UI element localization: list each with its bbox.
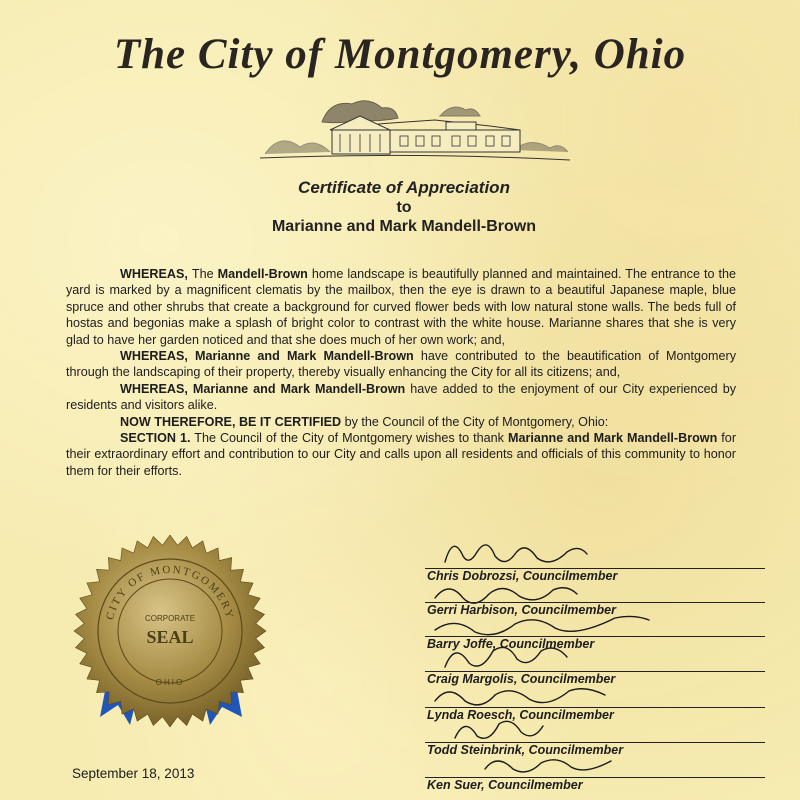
corporate-seal xyxy=(72,535,268,740)
city-title: The City of Montgomery, Ohio xyxy=(113,31,687,78)
seal-center-text: SEAL xyxy=(146,627,194,647)
seal-bottom-text: OHIO xyxy=(155,678,185,687)
signature-block xyxy=(425,520,765,800)
handwritten-signature xyxy=(425,635,765,675)
seal-ring-text: CITY OF MONTGOMERY xyxy=(104,563,236,622)
text-segment: have added to the enjoyment of our City experienced by residents and visitors alike. xyxy=(66,381,736,413)
handwritten-signature xyxy=(425,706,765,746)
councilmember-name: Ken Suer, Councilmember xyxy=(427,778,583,792)
councilmember-name: Lynda Roesch, Councilmember xyxy=(427,708,614,722)
text-segment: The Council of the City of Montgomery wishes to thank xyxy=(190,431,508,446)
handwritten-signature xyxy=(425,741,765,781)
text-segment: The xyxy=(191,267,218,281)
councilmember-name: Gerri Harbison, Councilmember xyxy=(427,603,616,617)
councilmember-name: Barry Joffe, Councilmember xyxy=(427,637,595,651)
text-segment: Mandell-Brown xyxy=(217,267,308,281)
handwritten-signature xyxy=(425,671,765,711)
whereas-paragraph-2 xyxy=(66,348,736,381)
section-1-paragraph xyxy=(66,430,736,479)
text-segment: SECTION 1. xyxy=(120,431,191,446)
whereas-paragraph-1 xyxy=(66,266,736,348)
text-segment: have contributed to the beautification of Montgomery through the landscaping of their property, thereby visually enhancing the City for all its citizens; and, xyxy=(66,349,736,380)
handwritten-signature xyxy=(425,600,765,640)
seal-corporate-text: CORPORATE xyxy=(144,614,196,623)
certificate-to: to xyxy=(396,199,412,216)
councilmember-name: Chris Dobrozsi, Councilmember xyxy=(427,569,618,583)
text-segment: WHEREAS, Marianne and Mark Mandell-Brown xyxy=(120,349,414,364)
certificate-date: September 18, 2013 xyxy=(72,766,195,781)
text-segment: WHEREAS, xyxy=(120,267,192,281)
text-segment: NOW THEREFORE, BE IT CERTIFIED xyxy=(120,414,342,429)
councilmember-name: Todd Steinbrink, Councilmember xyxy=(427,743,624,757)
certificate-title: Certificate of Appreciation xyxy=(298,178,510,197)
city-hall-illustration xyxy=(260,92,570,172)
text-segment: for their extraordinary effort and contribution to our City and calls upon all residents and officials of this community to honor them for their efforts. xyxy=(66,431,737,478)
certified-paragraph xyxy=(66,414,736,430)
whereas-paragraph-3 xyxy=(66,381,736,414)
text-segment: Marianne and Mark Mandell-Brown xyxy=(507,431,718,446)
certificate-recipients: Marianne and Mark Mandell-Brown xyxy=(271,218,537,235)
text-segment: by the Council of the City of Montgomery, Ohio: xyxy=(341,414,609,429)
councilmember-name: Craig Margolis, Councilmember xyxy=(427,672,616,686)
text-segment: home landscape is beautifully planned and maintained. The entrance to the yard is marked by a magnificent clematis by the mailbox, then the eye is drawn to a beautiful Japanese maple, blue spruce and other shrubs that create a background for curved flower beds with low natural stone walls. The beds full of hostas and begonias make a splash of bright color to contrast with the white house. Marianne shares that she is very glad to have her garden noticed and that she does much of her own work; and, xyxy=(66,267,736,347)
resolution-body xyxy=(66,266,736,479)
text-segment: WHEREAS, Marianne and Mark Mandell-Brown xyxy=(120,381,406,396)
